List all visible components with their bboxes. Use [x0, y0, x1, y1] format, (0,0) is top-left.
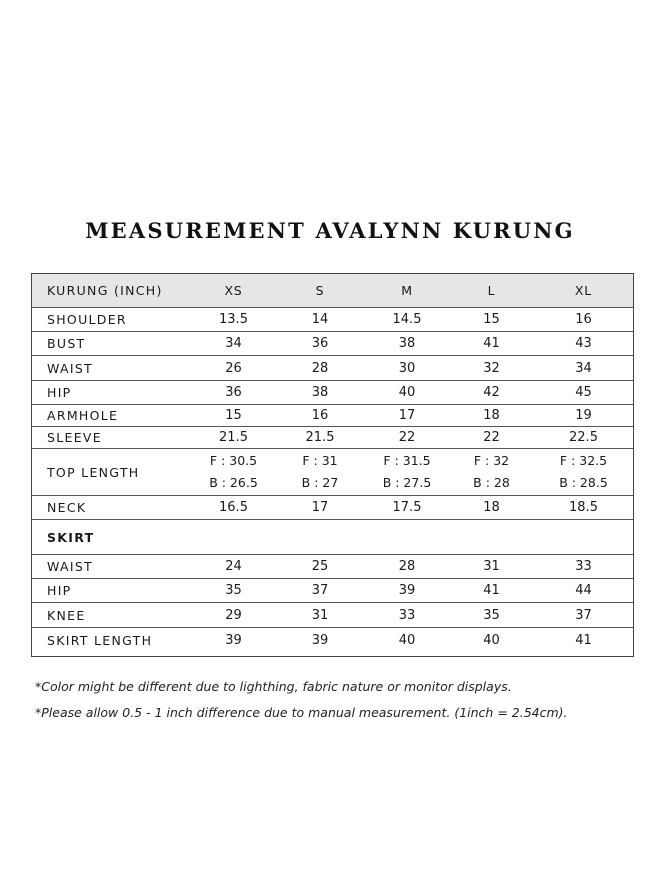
table-cell: 35 — [449, 603, 534, 628]
table-row-bust — [32, 332, 633, 356]
table-row-skirt-hip — [32, 579, 633, 603]
table-cell: 34 — [192, 332, 275, 356]
table-cell: 28 — [275, 356, 365, 381]
table-cell — [275, 449, 365, 496]
table-cell: 45 — [534, 381, 633, 405]
table-cell — [192, 449, 275, 496]
back-length: B : 27.5 — [382, 475, 432, 490]
table-cell: 39 — [365, 579, 449, 603]
table-cell: 40 — [483, 632, 500, 648]
table-cell: 15 — [192, 405, 275, 427]
table-cell: 18 — [449, 496, 534, 520]
table-cell: 33 — [365, 603, 449, 628]
table-row-hip — [32, 381, 633, 405]
row-label: SHOULDER — [32, 308, 192, 332]
table-cell: 44 — [534, 579, 633, 603]
table-cell: 37 — [275, 579, 365, 603]
row-label: KNEE — [32, 603, 192, 628]
table-cell: 21.5 — [275, 427, 365, 449]
table-row-sleeve — [32, 427, 633, 449]
table-header-row — [32, 274, 633, 308]
table-cell: 38 — [365, 332, 449, 356]
table-cell — [534, 449, 633, 496]
table-cell: 32 — [449, 356, 534, 381]
table-cell: 15 — [449, 308, 534, 332]
table-cell: 37 — [534, 603, 633, 628]
table-cell: 36 — [192, 381, 275, 405]
table-cell: 16.5 — [192, 496, 275, 520]
back-length: B : 28 — [473, 475, 510, 490]
table-cell: 22 — [365, 427, 449, 449]
table-cell: 17 — [365, 405, 449, 427]
row-label: SLEEVE — [32, 427, 192, 449]
table-cell: 31 — [275, 603, 365, 628]
table-cell: 18 — [449, 405, 534, 427]
table-cell: 39 — [225, 632, 242, 648]
table-cell: 39 — [311, 632, 329, 648]
table-row-shoulder — [32, 308, 633, 332]
table-cell: 26 — [192, 356, 275, 381]
table-row-skirt-knee — [32, 603, 633, 628]
table-cell: 14.5 — [365, 308, 449, 332]
table-cell: 17.5 — [365, 496, 449, 520]
table-cell: 30 — [365, 356, 449, 381]
table-cell: 40 — [398, 632, 416, 648]
table-cell: 14 — [275, 308, 365, 332]
table-row-neck — [32, 496, 633, 520]
size-l-header: L — [449, 274, 534, 308]
table-cell: 29 — [192, 603, 275, 628]
table-cell: 31 — [449, 555, 534, 579]
front-length: F : 32.5 — [559, 453, 608, 468]
table-cell: 43 — [534, 332, 633, 356]
table-cell: 41 — [449, 332, 534, 356]
color-disclaimer-note: *Color might be different due to lighthing, fabric nature or monitor displays. — [35, 679, 512, 694]
row-label: ARMHOLE — [32, 405, 192, 427]
table-cell: 13.5 — [192, 308, 275, 332]
front-length: F : 32 — [473, 453, 510, 468]
table-row-armhole — [32, 405, 633, 427]
size-xs-header: XS — [192, 274, 275, 308]
size-s-header: S — [275, 274, 365, 308]
row-label: WAIST — [32, 555, 192, 579]
table-cell: 42 — [449, 381, 534, 405]
table-cell: 40 — [365, 381, 449, 405]
row-label: WAIST — [32, 356, 192, 381]
table-cell: 18.5 — [534, 496, 633, 520]
skirt-section-heading: SKIRT — [32, 520, 633, 555]
front-length: F : 30.5 — [209, 453, 258, 468]
size-xl-header: XL — [534, 274, 633, 308]
table-cell: 28 — [365, 555, 449, 579]
skirt-section-row — [32, 520, 633, 555]
table-cell: 17 — [275, 496, 365, 520]
table-row-skirt-waist — [32, 555, 633, 579]
table-cell: 24 — [192, 555, 275, 579]
row-label: HIP — [32, 381, 192, 405]
table-cell: 19 — [534, 405, 633, 427]
table-cell — [365, 449, 449, 496]
table-cell: 22 — [449, 427, 534, 449]
row-label: TOP LENGTH — [32, 449, 192, 496]
table-cell: 34 — [534, 356, 633, 381]
table-row-top-length — [32, 449, 633, 496]
table-cell: 16 — [534, 308, 633, 332]
back-length: B : 28.5 — [559, 475, 608, 490]
table-cell — [449, 449, 534, 496]
row-label: BUST — [32, 332, 192, 356]
row-label: SKIRT LENGTH — [47, 632, 153, 648]
measurement-table — [32, 274, 633, 652]
header-label: KURUNG (INCH) — [32, 274, 192, 308]
table-cell: 33 — [534, 555, 633, 579]
front-length: F : 31.5 — [383, 453, 431, 468]
table-cell: 21.5 — [192, 427, 275, 449]
back-length: B : 26.5 — [209, 475, 258, 490]
table-cell: 41 — [575, 632, 592, 648]
row-label: HIP — [32, 579, 192, 603]
table-cell: 38 — [275, 381, 365, 405]
back-length: B : 27 — [301, 475, 339, 490]
table-cell: 35 — [192, 579, 275, 603]
measurement-tolerance-note: *Please allow 0.5 - 1 inch difference due to manual measurement. (1inch = 2.54cm). — [35, 705, 568, 720]
front-length: F : 31 — [302, 453, 338, 468]
table-row-waist — [32, 356, 633, 381]
table-cell: 41 — [449, 579, 534, 603]
table-cell: 36 — [275, 332, 365, 356]
table-cell: 16 — [275, 405, 365, 427]
table-row-skirt-length — [32, 628, 633, 653]
row-label: NECK — [32, 496, 192, 520]
table-cell: 25 — [275, 555, 365, 579]
page-title: MEASUREMENT AVALYNN KURUNG — [85, 218, 575, 243]
table-cell: 22.5 — [534, 427, 633, 449]
size-m-header: M — [365, 274, 449, 308]
